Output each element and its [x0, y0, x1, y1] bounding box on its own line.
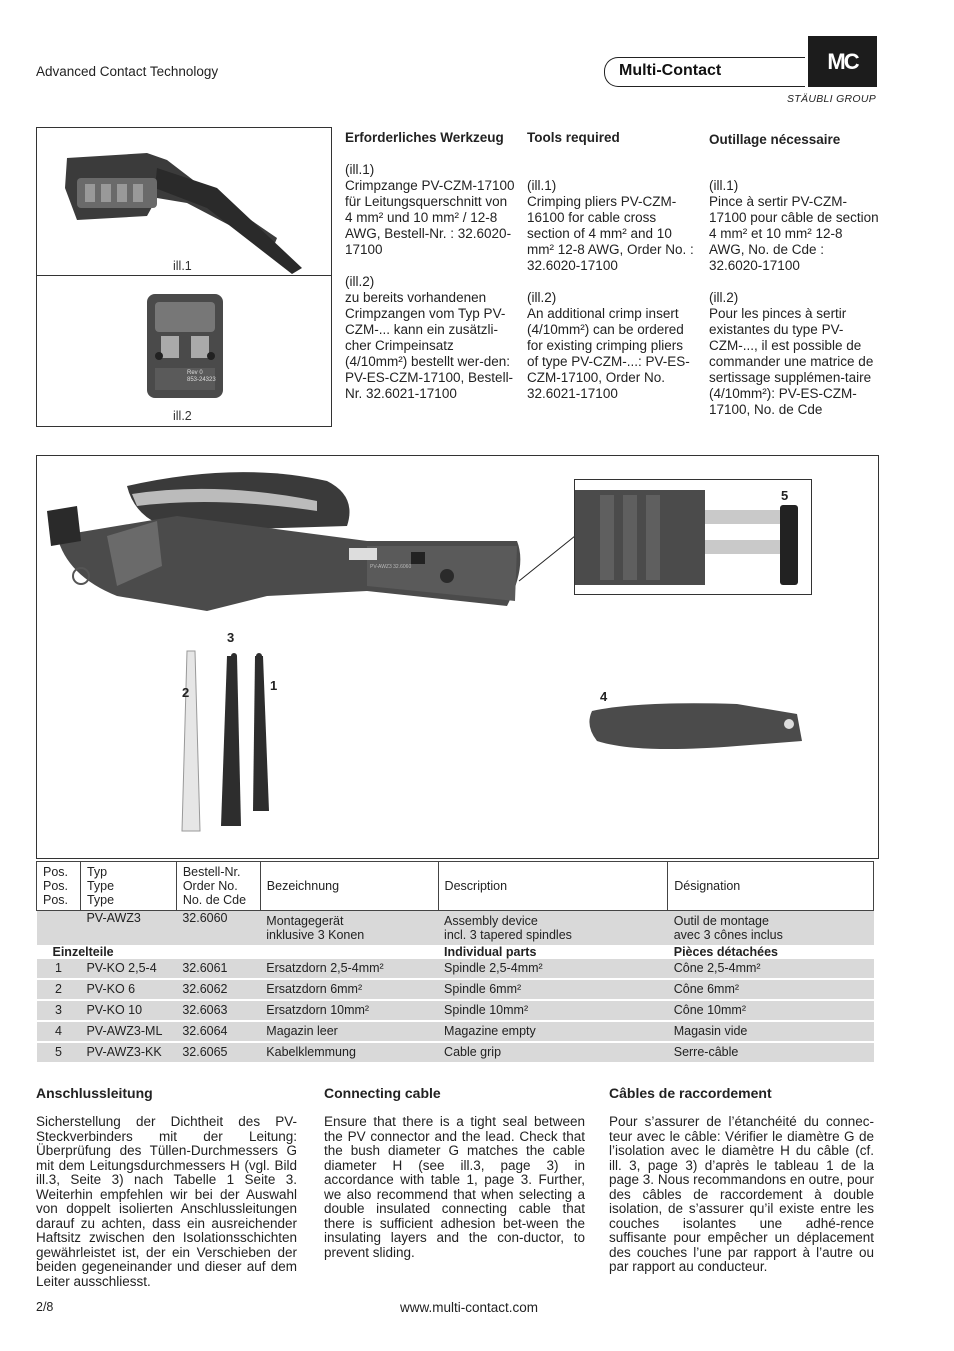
crimp-insert-image [37, 276, 331, 426]
tools-de-p1: Crimpzange PV-CZM-17100 für Leitungsquerschnitt von 4 mm² und 10 mm² / 12-8 AWG, Bestell-Nr. : 32.6020-17100 [345, 178, 515, 257]
table-row: 4 PV-AWZ3-ML 32.6064 Magazin leer Magazine empty Magasin vide [37, 1021, 874, 1042]
brand-name: Multi-Contact [619, 62, 722, 79]
table-row: 3 PV-KO 10 32.6063 Ersatzdorn 10mm² Spindle 10mm² Cône 10mm² [37, 1000, 874, 1021]
cell-des: Outil de montage avec 3 cônes inclus [668, 911, 874, 946]
tools-de-p1-label: (ill.1) [345, 162, 375, 177]
logo-text: MC [827, 48, 858, 74]
header-tagline: Advanced Contact Technology [36, 64, 219, 79]
callout-5: 5 [781, 488, 789, 503]
callout-1: 1 [270, 678, 278, 693]
cell-pos [37, 911, 81, 946]
header-designation: Désignation [668, 862, 874, 911]
website-link[interactable]: www.multi-contact.com [400, 1300, 539, 1315]
parts-table [36, 861, 874, 1064]
tool-badge: PV-AWZ3 32.6060 [370, 564, 412, 570]
sub-en: Individual parts [438, 945, 668, 959]
cell-type: PV-AWZ3 [80, 911, 176, 946]
tools-en-p1-label: (ill.1) [527, 178, 557, 193]
callout-4: 4 [600, 689, 608, 704]
cable-title-fr: Câbles de raccordement [609, 1085, 772, 1101]
tools-en-p2: An additional crimp insert (4/10mm²) can be ordered for existing crimping pliers of type PV-CZM-...: PV-ES-CZM-17100, Order No. 32.6021-17100 [527, 306, 690, 401]
tools-title-en: Tools required [527, 130, 620, 145]
table-header-row [37, 862, 874, 911]
cable-text-de: Sicherstellung der Dichtheit des PV-Steckverbinders mit der Leitung: Überprüfung des Tüllen-Durchmessers G mit dem Leitungsdurchmessers H (vgl. Bild ill.3, Seite 3) nach Tabelle 1 Seite 3. Weiterhin empfehlen wir bei der Auswahl von doppelt isolierten Anschlussleitungen darauf zu achten, dass ein ausreichender Haftsitz zwischen den Isolationsschichten gewährleistet ist, der ein Verschieben der beiden gegeneinander und dieser auf dem Leiter ausschliesst. [36, 1114, 297, 1289]
header-order: Bestell-Nr. Order No. No. de Cde [176, 862, 260, 911]
callout-2: 2 [182, 685, 190, 700]
cable-grip-detail-frame [574, 479, 812, 595]
ill1-label: ill.1 [173, 259, 192, 273]
table-row: 1 PV-KO 2,5-4 32.6061 Ersatzdorn 2,5-4mm² Spindle 2,5-4mm² Cône 2,5-4mm² [37, 959, 874, 979]
die-marking: Rev 0 853-24323 [187, 370, 216, 383]
header-pos: Pos. Pos. Pos. [37, 862, 81, 911]
tools-de-p2-label: (ill.2) [345, 274, 375, 289]
cable-column-fr [609, 1085, 874, 1275]
tools-column-fr [709, 132, 879, 434]
ill1-frame [36, 127, 332, 277]
tools-fr-p2: Pour les pinces à sertir existantes du type PV-CZM-..., il est possible de commander une matrice de sertissage supplémen-taire (4/10mm²): PV-ES-CZM-17100, No. de Cde [709, 306, 874, 417]
cable-text-fr: Pour s’assurer de l’étanchéité du connec-teur avec le câble: Vérifier le diamètre G de l’isolation avec le diamètre H du câble (cf. ill. 3, page 3) d’après le tableau 1 de la page 3. Nous recommandons en outre, pour des câbles de raccordement à double isolation, de s’assurer qu’il existe entre les couches isolantes une adhé-rence suffisante pour empêcher un déplacement des couches l’une par rapport à l’autre ou par rapport au conducteur. [609, 1114, 874, 1274]
cable-title-en: Connecting cable [324, 1085, 441, 1101]
tools-column-de [345, 130, 515, 418]
tools-fr-p2-label: (ill.2) [709, 290, 739, 305]
tools-fr-p1: Pince à sertir PV-CZM-17100 pour câble de section 4 mm² et 10 mm² 12-8 AWG, No. de Cde : 32.6020-17100 [709, 194, 879, 273]
header-bezeichnung: Bezeichnung [260, 862, 438, 911]
crimping-pliers-image [37, 128, 331, 276]
page-number: 2/8 [36, 1300, 54, 1314]
tools-en-p1: Crimping pliers PV-CZM-16100 for cable cross section of 4 mm² and 10 mm² 12-8 AWG, Order No. : 32.6020-17100 [527, 194, 694, 273]
tools-fr-p1-label: (ill.1) [709, 178, 739, 193]
table-subheader-row [37, 945, 874, 959]
mc-logo [808, 36, 877, 87]
callout-3: 3 [227, 630, 235, 645]
assembly-device-frame [36, 455, 879, 859]
cell-desc: Assembly device incl. 3 tapered spindles [438, 911, 668, 946]
cell-order: 32.6060 [176, 911, 260, 946]
cell-bez: Montagegerät inklusive 3 Konen [260, 911, 438, 946]
cable-grip-detail-image [575, 480, 811, 594]
cable-column-de [36, 1085, 297, 1289]
tools-column-en [527, 130, 697, 418]
ill2-frame [36, 275, 332, 427]
header-type: Typ Type Type [80, 862, 176, 911]
header-description: Description [438, 862, 668, 911]
cable-text-en: Ensure that there is a tight seal between the PV connector and the lead. Check that the bush diameter G matches the cable diameter H (see ill.3, page 3) in accordance with table 1, page 3. Further, we also recommend that when selecting a double insulated connecting cable that there is sufficient adhesion bet-ween the insulating layers and the con-ductor, to prevent sliding. [324, 1114, 585, 1260]
table-row: 2 PV-KO 6 32.6062 Ersatzdorn 6mm² Spindle 6mm² Cône 6mm² [37, 979, 874, 1000]
tools-de-p2: zu bereits vorhandenen Crimpzangen vom Typ PV-CZM-... kann ein zusätzli-cher Crimpeinsatz (4/10mm²) bestellt wer-den: PV-ES-CZM-17100, Bestell-Nr. 32.6021-17100 [345, 290, 514, 401]
cable-title-de: Anschlussleitung [36, 1085, 153, 1101]
table-row-main [37, 911, 874, 946]
tools-title-de: Erforderliches Werkzeug [345, 130, 504, 145]
sub-de: Einzelteile [37, 945, 261, 959]
tools-title-fr: Outillage nécessaire [709, 132, 841, 147]
cable-column-en [324, 1085, 585, 1260]
sub-fr: Pièces détachées [668, 945, 874, 959]
group-name: STÄUBLI GROUP [787, 93, 877, 105]
ill2-label: ill.2 [173, 409, 192, 423]
table-row: 5 PV-AWZ3-KK 32.6065 Kabelklemmung Cable grip Serre-câble [37, 1042, 874, 1063]
tools-en-p2-label: (ill.2) [527, 290, 557, 305]
